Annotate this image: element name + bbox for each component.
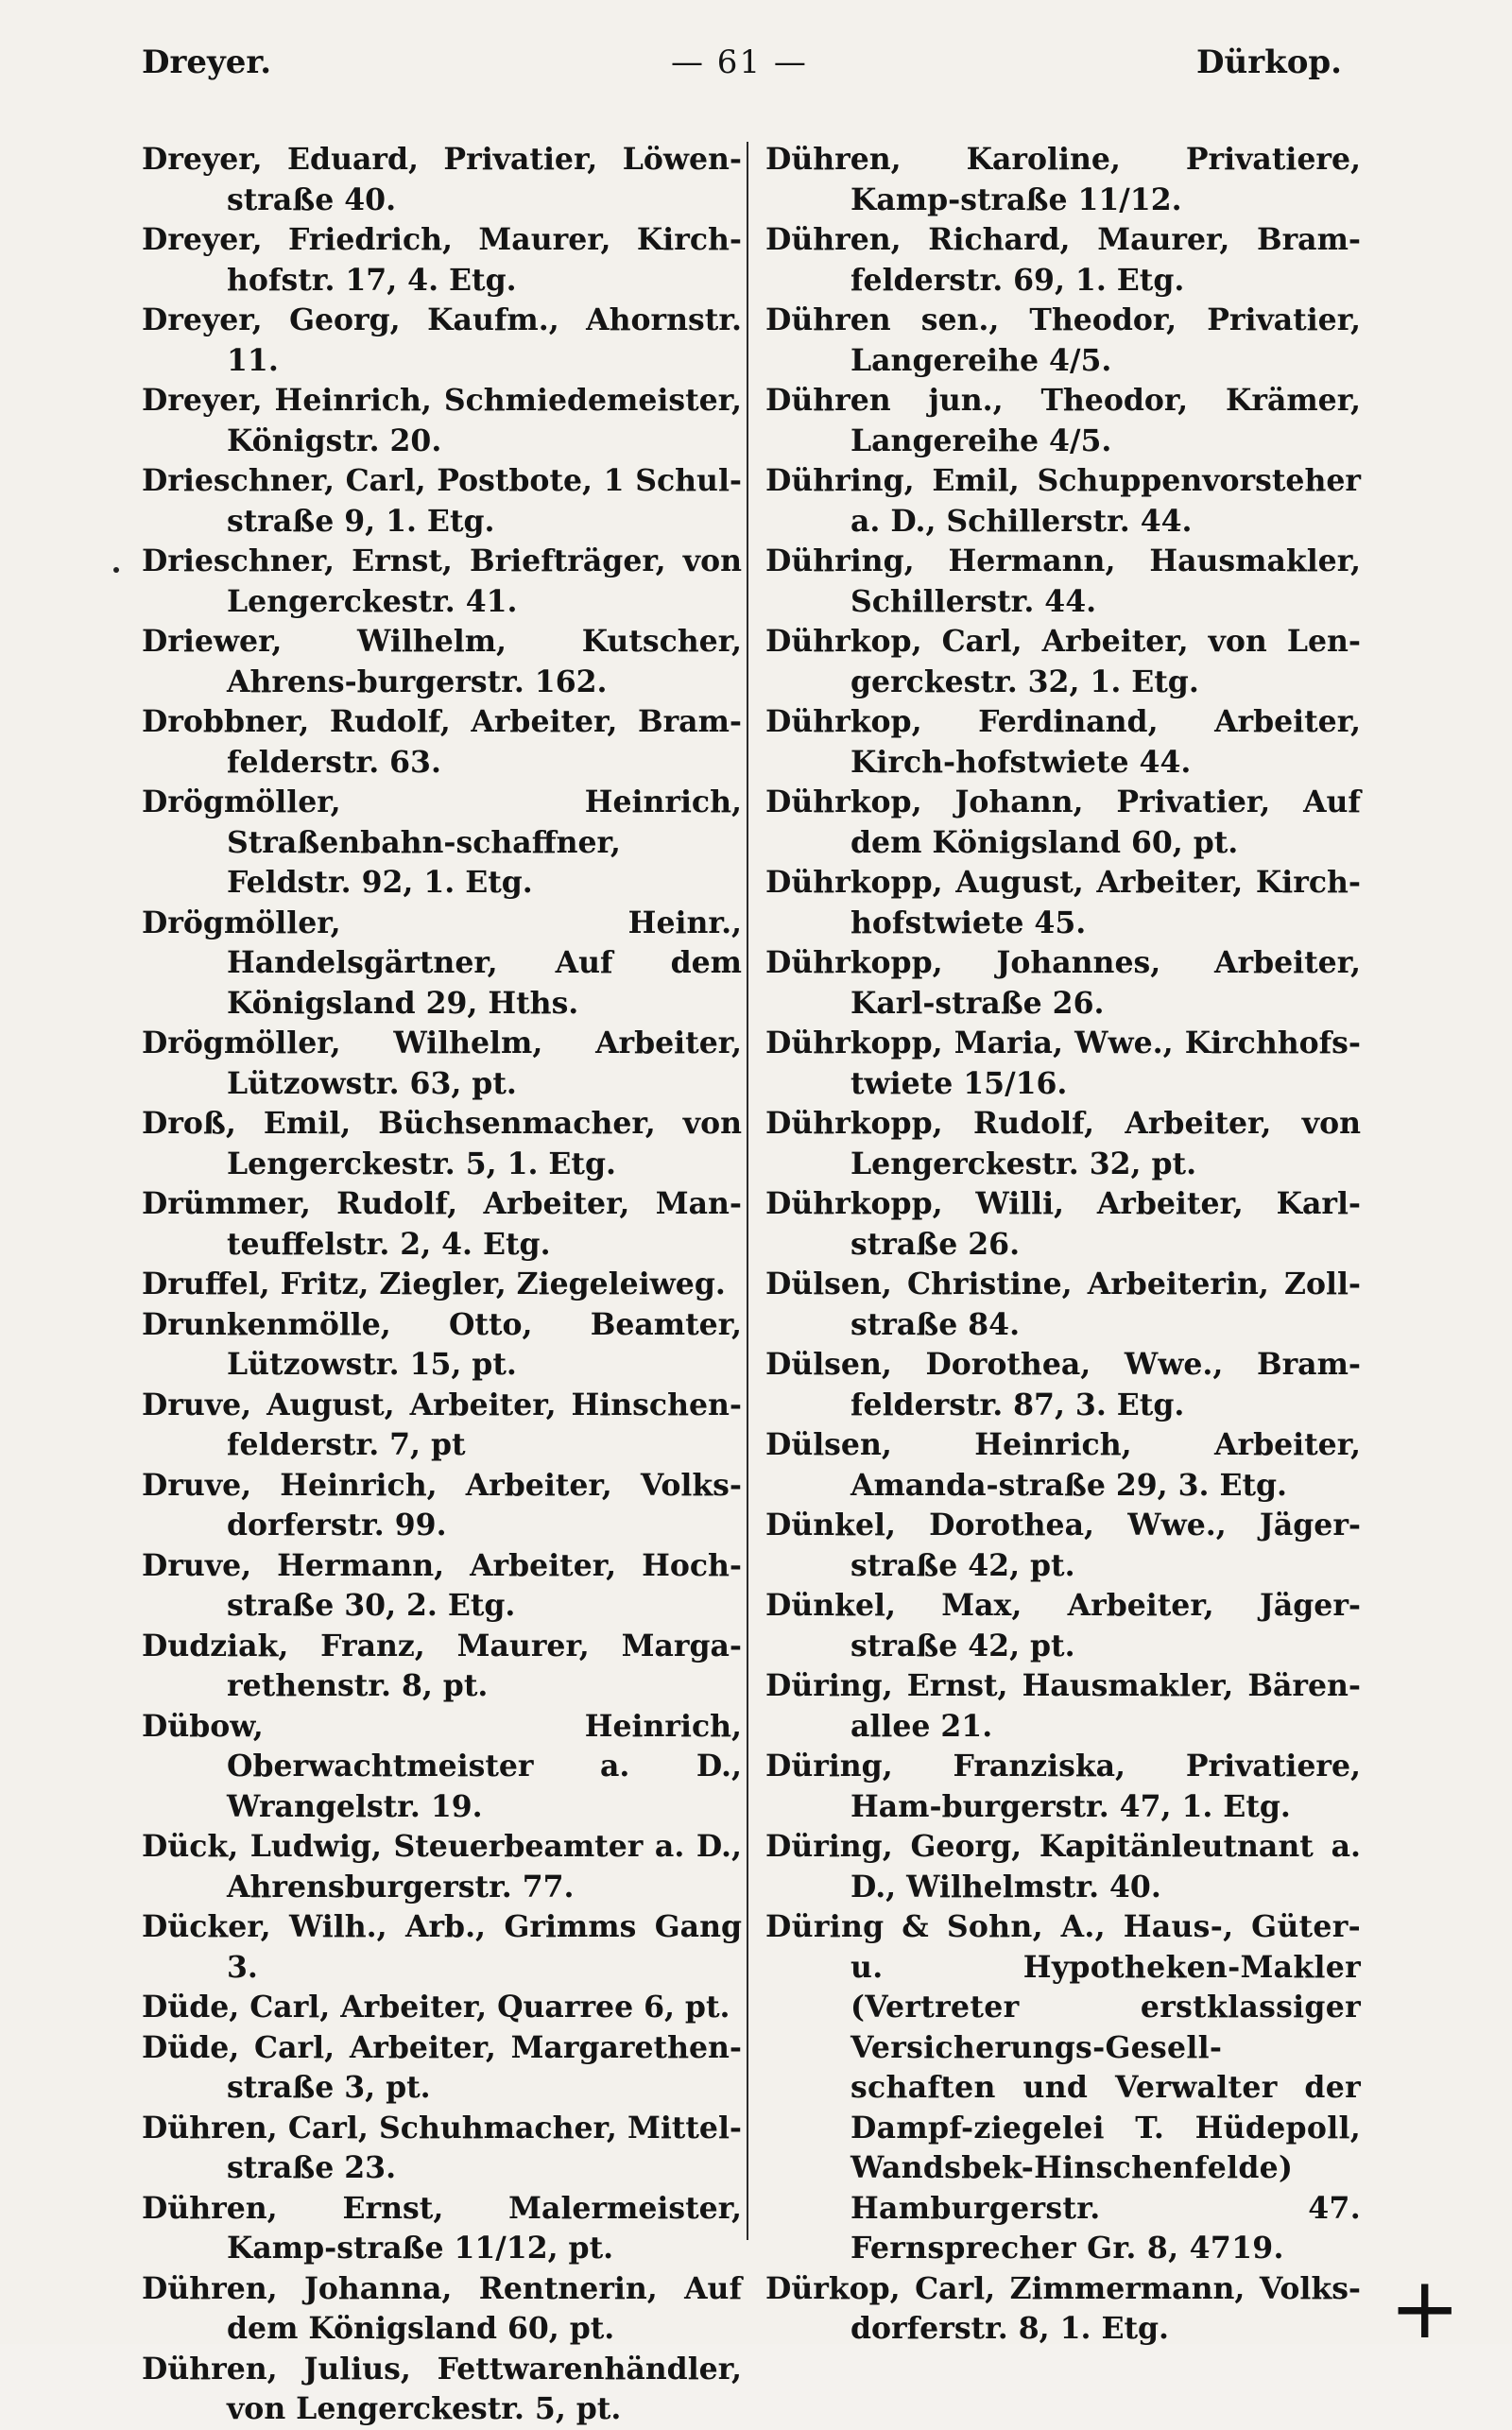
directory-entry: Dührkop, Ferdinand, Arbeiter, Kirch-hofstwiete 44. [765,704,1361,780]
column-divider [747,142,748,2240]
directory-entry: Droß, Emil, Büchsenmacher, von Lengerckestr. 5, 1. Etg. [142,1106,742,1181]
directory-entry: Dülsen, Heinrich, Arbeiter, Amanda-straße 29, 3. Etg. [765,1427,1361,1503]
directory-entry: Druve, August, Arbeiter, Hinschen-felderstr. 7, pt [142,1387,742,1462]
directory-entry: Dühring, Hermann, Hausmakler, Schillerstr. 44. [765,543,1361,619]
advertisement-entry: Düring & Sohn, A., Haus-, Güter- u. Hypotheken-Makler (Vertreter erstklassiger Versicherungs-Gesell-schaften und Verwalter der Dampf-ziegelei T. Hüdepoll, Wandsbek-Hinschenfelde) Hamburgerstr. 47. Fernsprecher Gr. 8, 4719. [765,1909,1361,2266]
directory-entry: Dück, Ludwig, Steuerbeamter a. D., Ahrensburgerstr. 77. [142,1829,742,1904]
directory-entry: Dürkop, Carl, Zimmermann, Volks-dorferstr. 8, 1. Etg. [765,2270,1361,2346]
directory-entry: Dühren, Ernst, Malermeister, Kamp-straße 11/12, pt. [142,2190,742,2266]
handwritten-mark: + [1389,2259,1461,2358]
directory-entry: Dührkopp, Johannes, Arbeiter, Karl-straße 26. [765,945,1361,1021]
print-speck [113,567,119,573]
directory-entry: Drieschner, Ernst, Briefträger, von Lengerckestr. 41. [142,543,742,619]
right-column [765,140,1361,2350]
directory-entry: Drümmer, Rudolf, Arbeiter, Man-teuffelstr. 2, 4. Etg. [142,1186,742,1262]
directory-entry: Dühren, Karoline, Privatiere, Kamp-straße 11/12. [765,142,1361,217]
directory-entry: Dührkopp, Maria, Wwe., Kirchhofs-twiete 15/16. [765,1025,1361,1101]
directory-entry: Dreyer, Eduard, Privatier, Löwen-straße 40. [142,142,742,217]
header-left-keyword: Dreyer. [142,43,272,81]
directory-entry: Düde, Carl, Arbeiter, Margarethen-straße 3, pt. [142,2029,742,2105]
directory-entry: Dreyer, Georg, Kaufm., Ahornstr. 11. [142,302,742,378]
page-header [142,43,1342,100]
directory-entry: Dühren, Johanna, Rentnerin, Auf dem Königsland 60, pt. [142,2270,742,2346]
directory-entry: Druve, Heinrich, Arbeiter, Volks-dorferstr. 99. [142,1467,742,1542]
directory-entry: Dühring, Emil, Schuppenvorsteher a. D., Schillerstr. 44. [765,463,1361,539]
directory-entry: Dührkop, Carl, Arbeiter, von Len-gerckestr. 32, 1. Etg. [765,624,1361,699]
directory-entry: Dreyer, Heinrich, Schmiedemeister, Königstr. 20. [142,383,742,458]
directory-entry: Drobbner, Rudolf, Arbeiter, Bram-felderstr. 63. [142,704,742,780]
directory-entry: Dücker, Wilh., Arb., Grimms Gang 3. [142,1909,742,1985]
directory-entry: Drunkenmölle, Otto, Beamter, Lützowstr. 15, pt. [142,1306,742,1382]
directory-entry: Drögmöller, Wilhelm, Arbeiter, Lützowstr. 63, pt. [142,1025,742,1101]
directory-entry: Dühren, Carl, Schuhmacher, Mittel-straße 23. [142,2110,742,2185]
directory-entry: Düring, Ernst, Hausmakler, Bären-allee 21. [765,1668,1361,1744]
directory-entry: Drieschner, Carl, Postbote, 1 Schul-straße 9, 1. Etg. [142,463,742,539]
directory-entry: Dühren, Richard, Maurer, Bram-felderstr. 69, 1. Etg. [765,222,1361,298]
left-column [142,140,742,2430]
directory-entry: Dünkel, Max, Arbeiter, Jäger-straße 42, pt. [765,1588,1361,1663]
directory-entry: Dülsen, Christine, Arbeiterin, Zoll-straße 84. [765,1267,1361,1342]
directory-entry: Dübow, Heinrich, Oberwachtmeister a. D., Wrangelstr. 19. [142,1708,742,1824]
directory-entry: Dühren sen., Theodor, Privatier, Langereihe 4/5. [765,302,1361,378]
directory-entry: Drögmöller, Heinr., Handelsgärtner, Auf dem Königsland 29, Hths. [142,905,742,1021]
directory-entry: Dührkopp, Rudolf, Arbeiter, von Lengerckestr. 32, pt. [765,1106,1361,1181]
directory-entry: Drögmöller, Heinrich, Straßenbahn-schaffner, Feldstr. 92, 1. Etg. [142,784,742,900]
directory-entry: Düring, Georg, Kapitänleutnant a. D., Wilhelmstr. 40. [765,1829,1361,1904]
directory-entry: Düde, Carl, Arbeiter, Quarree 6, pt. [142,1990,730,2025]
directory-entry: Driewer, Wilhelm, Kutscher, Ahrens-burgerstr. 162. [142,624,742,699]
directory-entry: Dührkopp, August, Arbeiter, Kirch-hofstwiete 45. [765,865,1361,940]
directory-entry: Dünkel, Dorothea, Wwe., Jäger-straße 42, pt. [765,1508,1361,1583]
directory-entry: Druve, Hermann, Arbeiter, Hoch-straße 30, 2. Etg. [142,1547,742,1623]
directory-entry: Dühren jun., Theodor, Krämer, Langereihe 4/5. [765,383,1361,458]
directory-entry: Düring, Franziska, Privatiere, Ham-burgerstr. 47, 1. Etg. [765,1749,1361,1824]
directory-entry: Dührkopp, Willi, Arbeiter, Karl-straße 26. [765,1186,1361,1262]
directory-entry: Dühren, Julius, Fettwarenhändler, von Lengerckestr. 5, pt. [142,2351,742,2426]
page-number: — 61 — [671,43,808,81]
directory-entry: Dudziak, Franz, Maurer, Marga-rethenstr. 8, pt. [142,1628,742,1703]
header-right-keyword: Dürkop. [1196,43,1342,81]
directory-entry: Dülsen, Dorothea, Wwe., Bram-felderstr. 87, 3. Etg. [765,1347,1361,1422]
directory-entry: Dreyer, Friedrich, Maurer, Kirch-hofstr. 17, 4. Etg. [142,222,742,298]
directory-entry: Druffel, Fritz, Ziegler, Ziegeleiweg. [142,1267,726,1301]
directory-entry: Dührkop, Johann, Privatier, Auf dem Königsland 60, pt. [765,784,1361,860]
